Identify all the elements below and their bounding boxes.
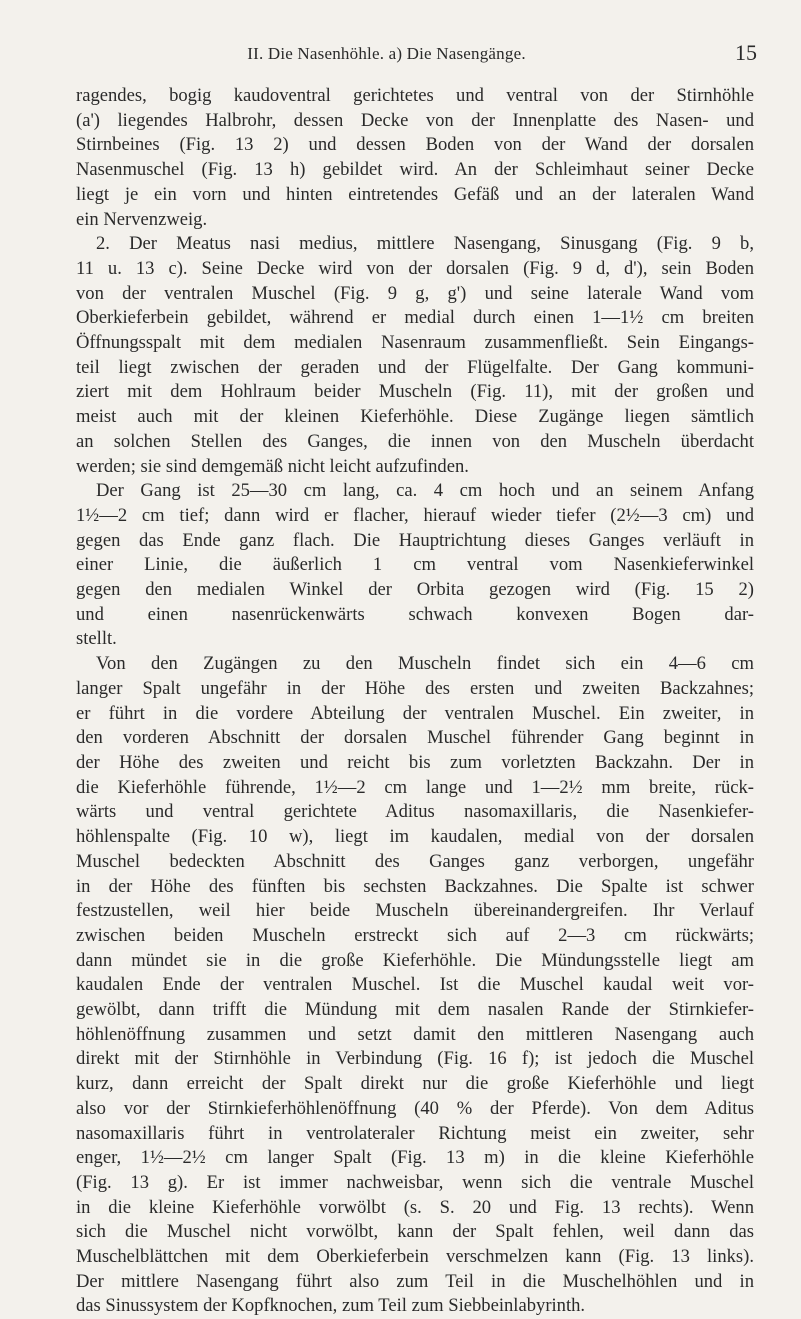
text-line: den vorderen Abschnitt der dorsalen Muschel führender Gang beginnt in (76, 727, 754, 749)
text-line: wärts und ventral gerichtete Aditus nasomaxillaris, die Nasenkiefer- (76, 801, 754, 823)
text-line: Muschel bedeckten Abschnitt des Ganges ganz verborgen, ungefähr (76, 850, 754, 872)
text-line: das Sinussystem der Kopfknochen, zum Teil zum Siebbeinlabyrinth. (76, 1295, 586, 1317)
text-line: und einen nasenrückenwärts schwach konvexen Bogen dar- (76, 603, 754, 625)
text-line: an solchen Stellen des Ganges, die innen von den Muscheln überdacht (76, 430, 754, 452)
text-line: enger, 1½—2½ cm langer Spalt (Fig. 13 m) in die kleine Kieferhöhle (76, 1147, 754, 1169)
text-line: 1½—2 cm tief; dann wird er flacher, hierauf wieder tiefer (2½—3 cm) und (76, 504, 754, 526)
text-line: also vor der Stirnkieferhöhlenöffnung (40 % der Pferde). Von dem Aditus (76, 1097, 754, 1119)
body-text (76, 84, 754, 1319)
text-line: ein Nervenzweig. (76, 208, 208, 230)
text-line: nasomaxillaris führt in ventrolateraler Richtung meist ein zweiter, sehr (76, 1122, 754, 1144)
text-line: Muschelblättchen mit dem Oberkieferbein verschmelzen kann (Fig. 13 links). (76, 1246, 754, 1268)
text-line: teil liegt zwischen der geraden und der Flügelfalte. Der Gang kommuni- (76, 356, 754, 378)
text-line: langer Spalt ungefähr in der Höhe des ersten und zweiten Backzahnes; (76, 677, 754, 699)
text-line: einer Linie, die äußerlich 1 cm ventral vom Nasenkieferwinkel (76, 554, 754, 576)
running-head: II. Die Nasenhöhle. a) Die Nasengänge. (247, 44, 526, 63)
text-line: werden; sie sind demgemäß nicht leicht aufzufinden. (76, 455, 469, 477)
text-line: höhlenspalte (Fig. 10 w), liegt im kaudalen, medial von der dorsalen (76, 826, 754, 848)
text-line: Nasenmuschel (Fig. 13 h) gebildet wird. An der Schleimhaut seiner Decke (76, 159, 754, 181)
text-line: Der mittlere Nasengang führt also zum Teil in die Muschelhöhlen und in (76, 1270, 754, 1292)
text-line: kurz, dann erreicht der Spalt direkt nur die große Kieferhöhle und liegt (76, 1073, 754, 1095)
text-line: (a') liegendes Halbrohr, dessen Decke von der Innenplatte des Nasen- und (76, 109, 754, 131)
text-line: Oberkieferbein gebildet, während er medial durch einen 1—1½ cm breiten (76, 307, 754, 329)
text-line: ragendes, bogig kaudoventral gerichtetes und ventral von der Stirnhöhle (76, 85, 754, 106)
text-line: er führt in die vordere Abteilung der ventralen Muschel. Ein zweiter, in (76, 702, 754, 724)
text-line: kaudalen Ende der ventralen Muschel. Ist die Muschel kaudal weit vor- (76, 974, 754, 996)
page-number: 15 (735, 40, 757, 65)
text-line: Öffnungsspalt mit dem medialen Nasenraum zusammenfließt. Sein Eingangs- (76, 332, 754, 354)
text-line: meist auch mit der kleinen Kieferhöhle. Diese Zugänge liegen sämtlich (76, 406, 754, 428)
text-line: von der ventralen Muschel (Fig. 9 g, g') und seine laterale Wand vom (76, 282, 754, 304)
text-line: (Fig. 13 g). Er ist immer nachweisbar, wenn sich die ventrale Muschel (76, 1171, 754, 1193)
text-line: gegen den medialen Winkel der Orbita gezogen wird (Fig. 15 2) (76, 579, 754, 601)
text-line: die Kieferhöhle führende, 1½—2 cm lange und 1—2½ mm breite, rück- (76, 776, 754, 798)
page-header (76, 40, 757, 72)
text-line: Stirnbeines (Fig. 13 2) und dessen Boden von der Wand der dorsalen (76, 134, 754, 156)
text-line: direkt mit der Stirnhöhle in Verbindung (Fig. 16 f); ist jedoch die Muschel (76, 1048, 754, 1070)
text-line: höhlenöffnung zusammen und setzt damit den mittleren Nasengang auch (76, 1023, 754, 1045)
text-line: zwischen beiden Muscheln erstreckt sich auf 2—3 cm rückwärts; (76, 924, 754, 946)
text-line: 11 u. 13 c). Seine Decke wird von der dorsalen (Fig. 9 d, d'), sein Boden (76, 257, 754, 279)
text-line: stellt. (76, 628, 117, 650)
text-line: Von den Zugängen zu den Muscheln findet sich ein 4—6 cm (96, 653, 754, 675)
text-line: in der Höhe des fünften bis sechsten Backzahnes. Die Spalte ist schwer (76, 875, 754, 897)
text-line: gewölbt, dann trifft die Mündung mit dem nasalen Rande der Stirnkiefer- (76, 999, 754, 1021)
text-line: festzustellen, weil hier beide Muscheln übereinandergreifen. Ihr Verlauf (76, 900, 754, 922)
text-line: 2. Der Meatus nasi medius, mittlere Nasengang, Sinusgang (Fig. 9 b, (96, 233, 754, 255)
text-line: dann mündet sie in die große Kieferhöhle. Die Mündungsstelle liegt am (76, 949, 754, 971)
text-line: der Höhe des zweiten und reicht bis zum vorletzten Backzahn. Der in (76, 751, 754, 773)
text-line: Der Gang ist 25—30 cm lang, ca. 4 cm hoch und an seinem Anfang (96, 480, 754, 502)
text-line: liegt je ein vorn und hinten eintretendes Gefäß und an der lateralen Wand (76, 183, 754, 205)
text-line: ziert mit dem Hohlraum beider Muscheln (Fig. 11), mit der großen und (76, 381, 754, 403)
text-line: gegen das Ende ganz flach. Die Hauptrichtung dieses Ganges verläuft in (76, 529, 754, 551)
text-line: in die kleine Kieferhöhle vorwölbt (s. S. 20 und Fig. 13 rechts). Wenn (76, 1196, 754, 1218)
text-line: sich die Muschel nicht vorwölbt, kann der Spalt fehlen, weil dann das (76, 1221, 754, 1243)
